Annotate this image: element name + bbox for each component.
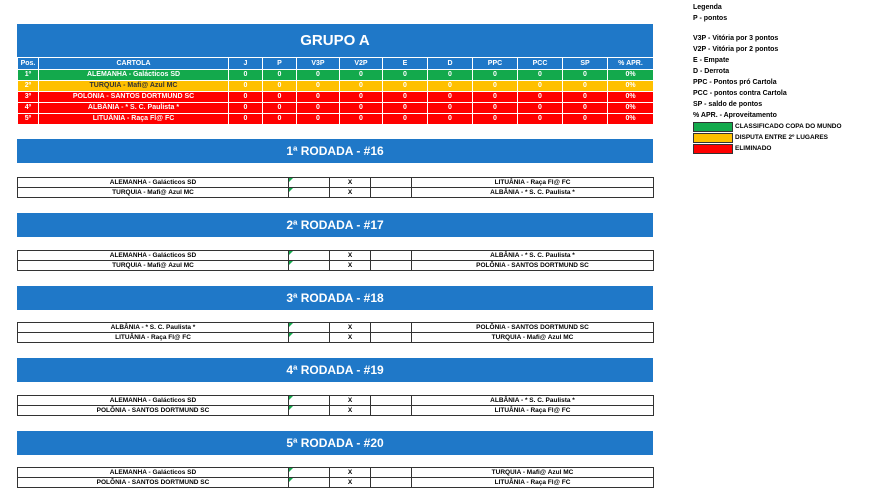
legend-apr: % APR. - Aproveitamento — [693, 112, 777, 119]
cell-ppc: 0 — [473, 92, 518, 103]
cell-ppc: 0 — [473, 70, 518, 81]
standings-row — [18, 114, 654, 125]
away-score-input[interactable] — [371, 188, 412, 198]
header-d: D — [428, 58, 473, 70]
away-score-input[interactable] — [371, 261, 412, 271]
match-home-team: ALEMANHA - Galácticos SD — [18, 396, 289, 406]
match-home-team: ALEMANHA - Galácticos SD — [18, 251, 289, 261]
cell-j: 0 — [229, 81, 263, 92]
home-score-input[interactable] — [289, 188, 330, 198]
match-row — [18, 188, 654, 198]
header-p: P — [263, 58, 297, 70]
match-row — [18, 261, 654, 271]
group-title: GRUPO A — [17, 24, 653, 57]
cell-pcc: 0 — [518, 103, 563, 114]
match-home-team: LITUÂNIA - Raça Fl@ FC — [18, 333, 289, 343]
match-separator: X — [330, 396, 371, 406]
home-score-input[interactable] — [289, 333, 330, 343]
round-3-banner: 3ª RODADA - #18 — [17, 286, 653, 310]
header-e: E — [383, 58, 428, 70]
cell-e: 0 — [383, 103, 428, 114]
legend-eliminated — [693, 143, 869, 154]
cell-pcc: 0 — [518, 92, 563, 103]
match-away-team: LITUÂNIA - Raça Fl@ FC — [412, 478, 654, 488]
header-sp: SP — [563, 58, 608, 70]
legend-classified — [693, 121, 869, 132]
cell-d: 0 — [428, 92, 473, 103]
away-score-input[interactable] — [371, 478, 412, 488]
header-pos: Pos. — [18, 58, 39, 70]
away-score-input[interactable] — [371, 396, 412, 406]
cell-ppc: 0 — [473, 103, 518, 114]
standings-table — [17, 57, 654, 125]
cell-j: 0 — [229, 70, 263, 81]
home-score-input[interactable] — [289, 251, 330, 261]
legend-pcc: PCC - pontos contra Cartola — [693, 90, 787, 97]
cell-ppc: 0 — [473, 81, 518, 92]
round-1-banner: 1ª RODADA - #16 — [17, 139, 653, 163]
match-row — [18, 333, 654, 343]
cell-p: 0 — [263, 103, 297, 114]
legend-sp: SP - saldo de pontos — [693, 101, 763, 108]
green-swatch — [693, 122, 733, 132]
match-separator: X — [330, 188, 371, 198]
cell-ppc: 0 — [473, 114, 518, 125]
match-home-team: TURQUIA - Mafi@ Azul MC — [18, 188, 289, 198]
legend-e: E - Empate — [693, 57, 730, 64]
match-separator: X — [330, 261, 371, 271]
cell-apr: 0% — [608, 81, 654, 92]
match-away-team: LITUÂNIA - Raça Fl@ FC — [412, 178, 654, 188]
cell-p: 0 — [263, 114, 297, 125]
cell-d: 0 — [428, 103, 473, 114]
match-home-team: ALEMANHA - Galácticos SD — [18, 178, 289, 188]
home-score-input[interactable] — [289, 406, 330, 416]
legend-ppc: PPC - Pontos pró Cartola — [693, 79, 777, 86]
cell-v2p: 0 — [340, 103, 383, 114]
away-score-input[interactable] — [371, 468, 412, 478]
match-away-team: ALBÂNIA - * S. C. Paulista * — [412, 396, 654, 406]
cell-pcc: 0 — [518, 114, 563, 125]
match-away-team: ALBÂNIA - * S. C. Paulista * — [412, 251, 654, 261]
cell-v2p: 0 — [340, 70, 383, 81]
home-score-input[interactable] — [289, 178, 330, 188]
cell-team: POLÔNIA - SANTOS DORTMUND SC — [39, 92, 229, 103]
away-score-input[interactable] — [371, 406, 412, 416]
cell-apr: 0% — [608, 92, 654, 103]
legend-classified-label: CLASSIFICADO COPA DO MUNDO — [735, 123, 842, 130]
home-score-input[interactable] — [289, 323, 330, 333]
round-3-matches — [17, 322, 654, 343]
header-pcc: PCC — [518, 58, 563, 70]
home-score-input[interactable] — [289, 396, 330, 406]
cell-e: 0 — [383, 92, 428, 103]
match-separator: X — [330, 468, 371, 478]
standings-row — [18, 103, 654, 114]
cell-team: ALEMANHA - Galácticos SD — [39, 70, 229, 81]
round-2-matches — [17, 250, 654, 271]
match-separator: X — [330, 406, 371, 416]
match-separator: X — [330, 251, 371, 261]
cell-d: 0 — [428, 81, 473, 92]
cell-p: 0 — [263, 92, 297, 103]
match-row — [18, 406, 654, 416]
match-row — [18, 178, 654, 188]
cell-d: 0 — [428, 114, 473, 125]
cell-e: 0 — [383, 70, 428, 81]
legend-dispute-label: DISPUTA ENTRE 2º LUGARES — [735, 134, 829, 141]
header-j: J — [229, 58, 263, 70]
header-v3p: V3P — [297, 58, 340, 70]
match-away-team: ALBÂNIA - * S. C. Paulista * — [412, 188, 654, 198]
cell-team: TURQUIA - Mafi@ Azul MC — [39, 81, 229, 92]
cell-j: 0 — [229, 103, 263, 114]
cell-pos: 4º — [18, 103, 39, 114]
cell-j: 0 — [229, 92, 263, 103]
match-row — [18, 251, 654, 261]
match-away-team: POLÔNIA - SANTOS DORTMUND SC — [412, 323, 654, 333]
header-apr: % APR. — [608, 58, 654, 70]
match-away-team: LITUÂNIA - Raça Fl@ FC — [412, 406, 654, 416]
match-row — [18, 323, 654, 333]
match-away-team: TURQUIA - Mafi@ Azul MC — [412, 333, 654, 343]
home-score-input[interactable] — [289, 468, 330, 478]
cell-sp: 0 — [563, 81, 608, 92]
cell-apr: 0% — [608, 70, 654, 81]
cell-team: ALBÂNIA - * S. C. Paulista * — [39, 103, 229, 114]
cell-v3p: 0 — [297, 70, 340, 81]
cell-team: LITUÂNIA - Raça Fl@ FC — [39, 114, 229, 125]
away-score-input[interactable] — [371, 333, 412, 343]
cell-v2p: 0 — [340, 114, 383, 125]
cell-v3p: 0 — [297, 92, 340, 103]
legend-p: P - pontos — [693, 15, 728, 22]
header-cartola: CARTOLA — [39, 58, 229, 70]
legend-dispute — [693, 132, 869, 143]
cell-pos: 5º — [18, 114, 39, 125]
red-swatch — [693, 144, 733, 154]
round-2-banner: 2ª RODADA - #17 — [17, 213, 653, 237]
standings-row — [18, 81, 654, 92]
legend-v2p: V2P - Vitória por 2 pontos — [693, 46, 779, 53]
cell-p: 0 — [263, 70, 297, 81]
match-home-team: ALBÂNIA - * S. C. Paulista * — [18, 323, 289, 333]
yellow-swatch — [693, 133, 733, 143]
match-home-team: POLÔNIA - SANTOS DORTMUND SC — [18, 406, 289, 416]
match-row — [18, 478, 654, 488]
legend-eliminated-label: ELIMINADO — [735, 145, 772, 152]
header-v2p: V2P — [340, 58, 383, 70]
standings-row — [18, 70, 654, 81]
match-home-team: ALEMANHA - Galácticos SD — [18, 468, 289, 478]
round-1-matches — [17, 177, 654, 198]
away-score-input[interactable] — [371, 251, 412, 261]
cell-p: 0 — [263, 81, 297, 92]
round-4-banner: 4ª RODADA - #19 — [17, 358, 653, 382]
match-row — [18, 396, 654, 406]
round-4-matches — [17, 395, 654, 416]
cell-d: 0 — [428, 70, 473, 81]
cell-v3p: 0 — [297, 114, 340, 125]
cell-j: 0 — [229, 114, 263, 125]
legend-v3p: V3P - Vitória por 3 pontos — [693, 35, 779, 42]
cell-v3p: 0 — [297, 81, 340, 92]
home-score-input[interactable] — [289, 261, 330, 271]
cell-pos: 3º — [18, 92, 39, 103]
away-score-input[interactable] — [371, 323, 412, 333]
match-separator: X — [330, 333, 371, 343]
match-home-team: POLÔNIA - SANTOS DORTMUND SC — [18, 478, 289, 488]
match-separator: X — [330, 478, 371, 488]
match-home-team: TURQUIA - Mafi@ Azul MC — [18, 261, 289, 271]
round-5-matches — [17, 467, 654, 488]
cell-pcc: 0 — [518, 81, 563, 92]
legend-title: Legenda — [693, 4, 722, 11]
cell-apr: 0% — [608, 114, 654, 125]
cell-sp: 0 — [563, 70, 608, 81]
cell-e: 0 — [383, 81, 428, 92]
match-away-team: TURQUIA - Mafi@ Azul MC — [412, 468, 654, 478]
cell-e: 0 — [383, 114, 428, 125]
standings-row — [18, 92, 654, 103]
cell-v2p: 0 — [340, 81, 383, 92]
match-separator: X — [330, 323, 371, 333]
cell-sp: 0 — [563, 92, 608, 103]
legend-d: D - Derrota — [693, 68, 730, 75]
away-score-input[interactable] — [371, 178, 412, 188]
home-score-input[interactable] — [289, 478, 330, 488]
cell-sp: 0 — [563, 103, 608, 114]
standings-header-row — [18, 58, 654, 70]
header-ppc: PPC — [473, 58, 518, 70]
cell-v2p: 0 — [340, 92, 383, 103]
cell-v3p: 0 — [297, 103, 340, 114]
cell-sp: 0 — [563, 114, 608, 125]
cell-apr: 0% — [608, 103, 654, 114]
match-separator: X — [330, 178, 371, 188]
cell-pos: 2º — [18, 81, 39, 92]
match-away-team: POLÔNIA - SANTOS DORTMUND SC — [412, 261, 654, 271]
legend — [693, 2, 869, 154]
group-standings — [17, 24, 653, 125]
cell-pos: 1º — [18, 70, 39, 81]
cell-pcc: 0 — [518, 70, 563, 81]
match-row — [18, 468, 654, 478]
round-5-banner: 5ª RODADA - #20 — [17, 431, 653, 455]
